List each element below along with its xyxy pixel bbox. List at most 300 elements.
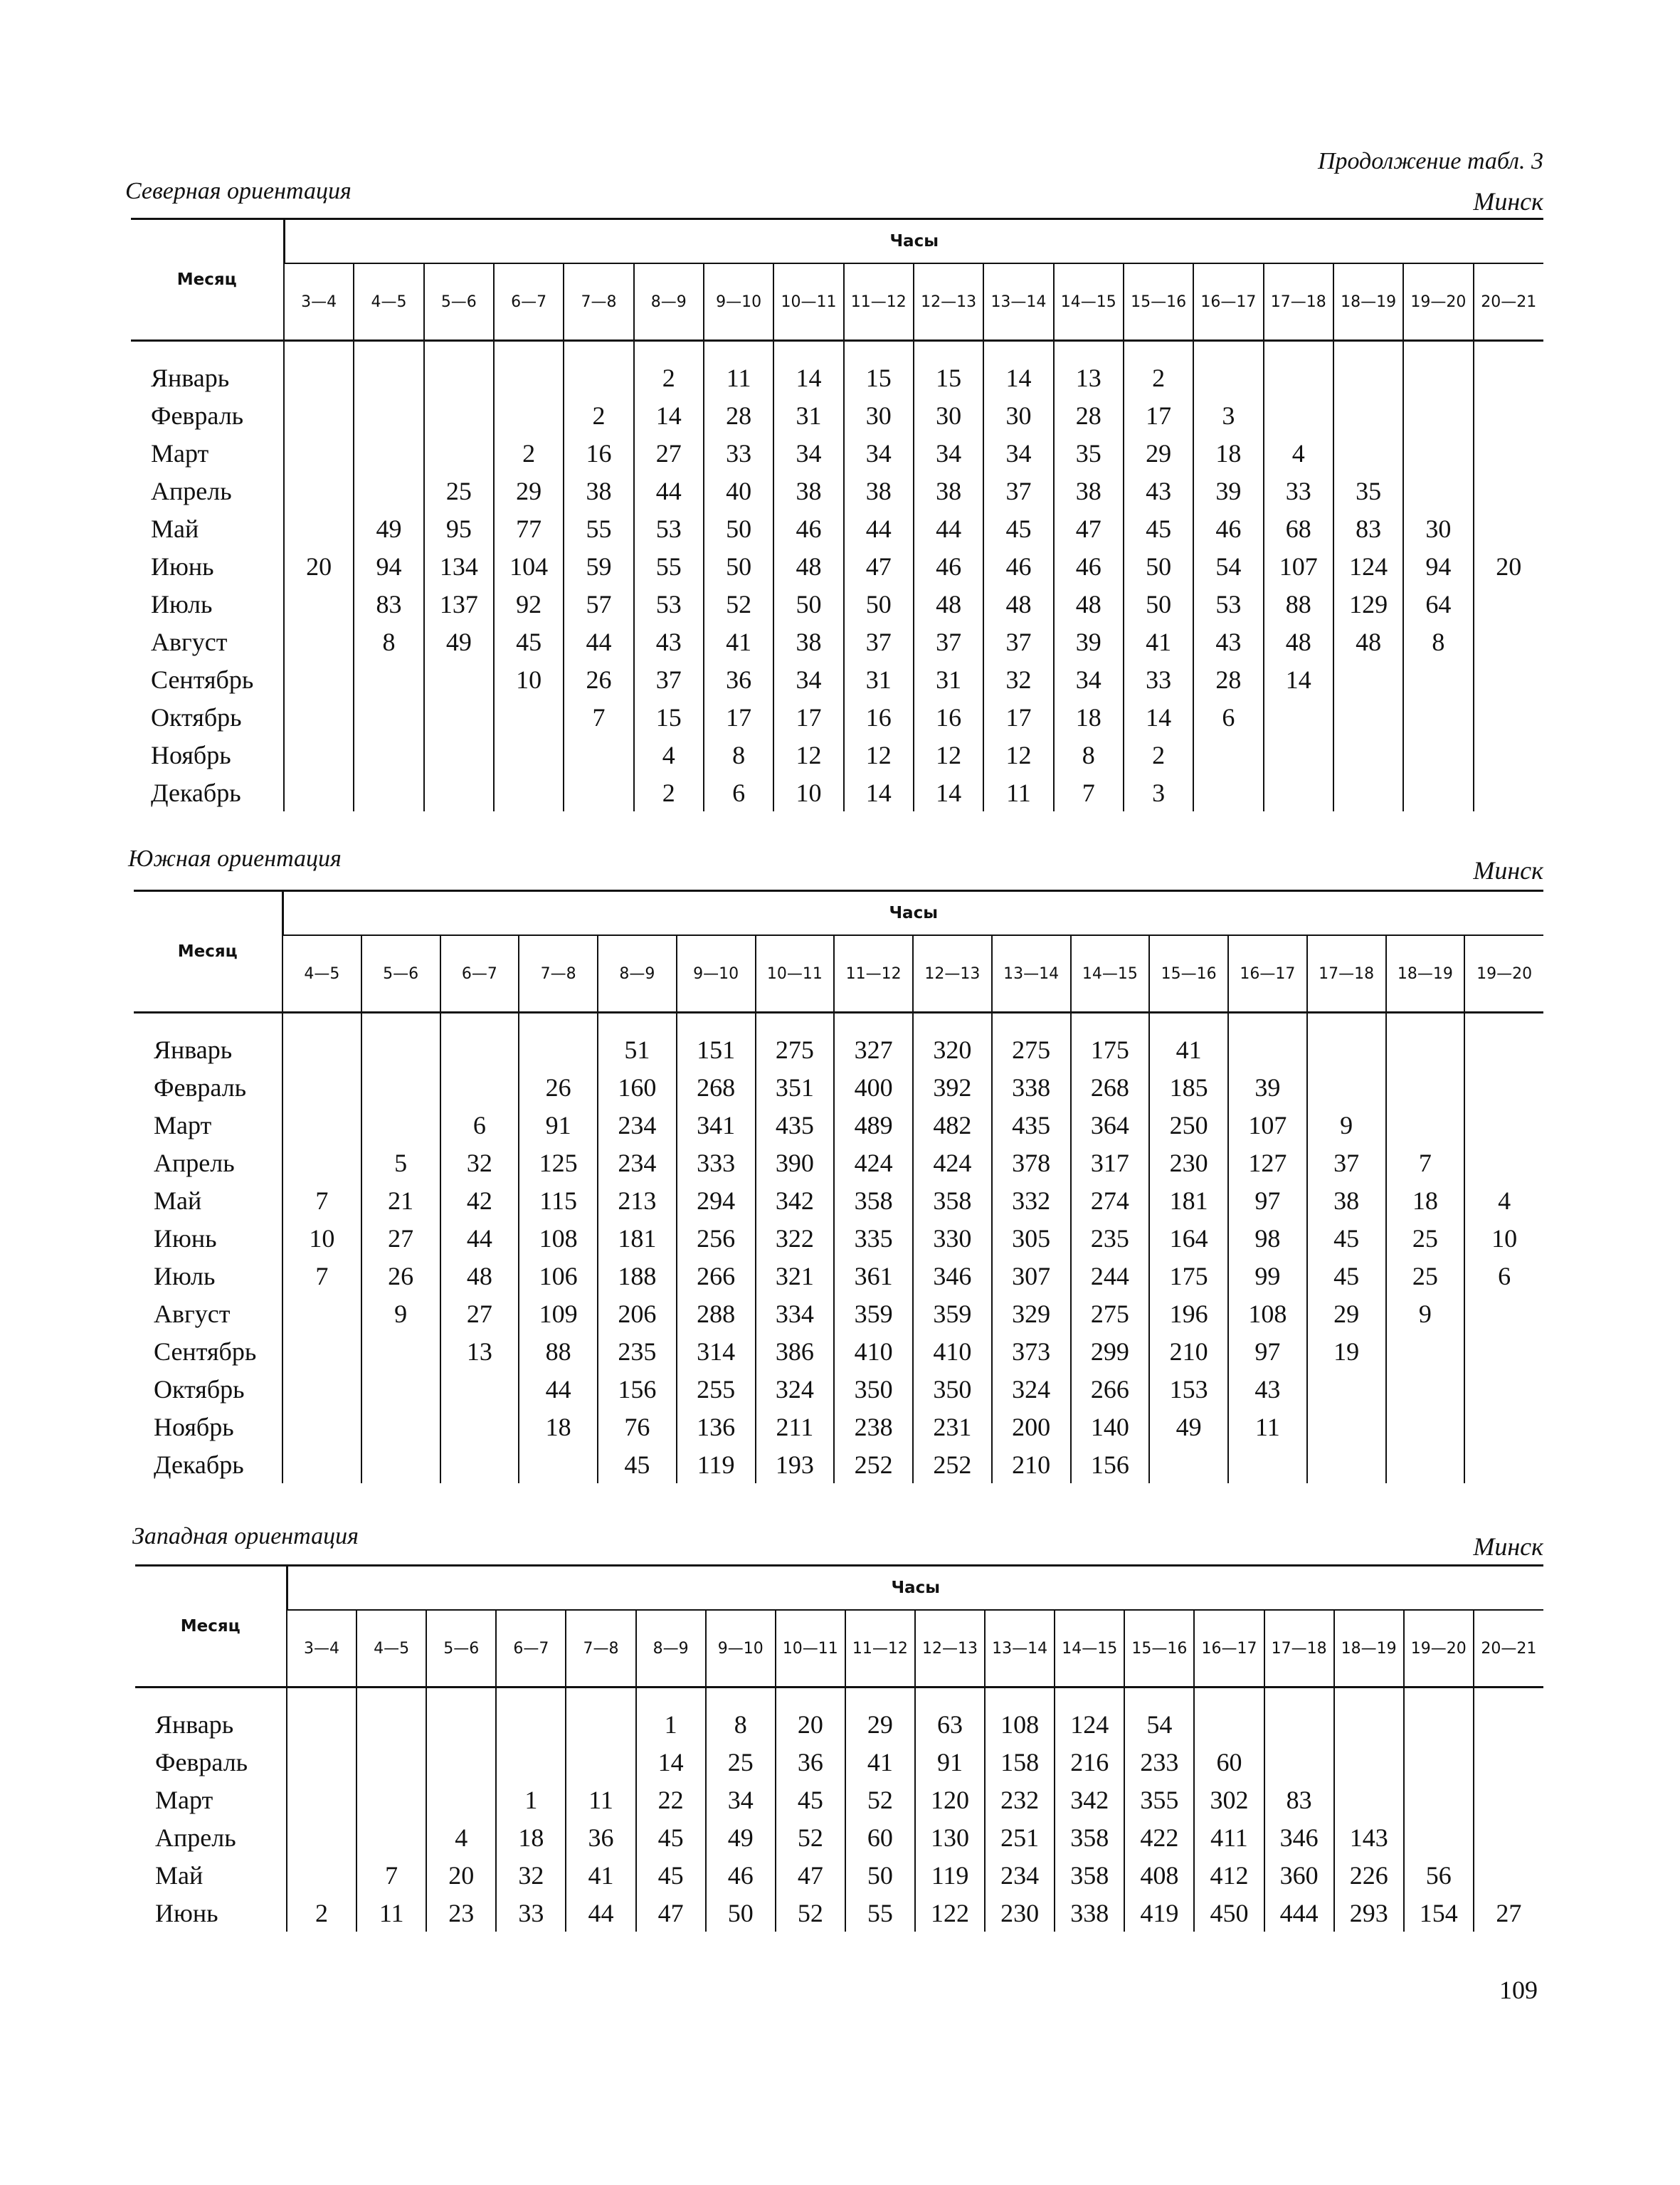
value-cell: 35 (1333, 472, 1403, 510)
value-cell: 12 (983, 736, 1053, 774)
value-cell: 324 (992, 1370, 1071, 1408)
value-cell: 108 (1228, 1295, 1307, 1332)
value-cell: 43 (634, 623, 704, 660)
value-cell: 120 (915, 1781, 985, 1818)
value-cell: 94 (1403, 547, 1473, 585)
value-cell: 211 (756, 1408, 835, 1446)
value-cell: 9 (1307, 1106, 1386, 1144)
value-cell (1464, 1370, 1543, 1408)
value-cell: 11 (1228, 1408, 1307, 1446)
value-cell: 350 (913, 1370, 992, 1408)
value-cell: 358 (834, 1181, 913, 1219)
value-cell: 43 (1193, 623, 1263, 660)
value-cell: 28 (1054, 396, 1124, 434)
value-cell: 34 (1054, 660, 1124, 698)
value-cell: 56 (1404, 1856, 1474, 1894)
hour-column-header: 9—10 (677, 935, 756, 1013)
value-cell: 130 (915, 1818, 985, 1856)
value-cell: 38 (564, 472, 633, 510)
value-cell: 31 (773, 396, 843, 434)
value-cell (284, 434, 354, 472)
value-cell (356, 1705, 426, 1743)
hour-column-header: 20—21 (1474, 263, 1543, 341)
value-cell (564, 774, 633, 811)
value-cell: 20 (1474, 547, 1543, 585)
value-cell (1403, 736, 1473, 774)
value-cell (361, 1370, 440, 1408)
value-cell: 26 (519, 1068, 598, 1106)
table-row (131, 472, 1543, 510)
value-cell: 226 (1334, 1856, 1404, 1894)
value-cell (1403, 698, 1473, 736)
value-cell: 3 (1193, 396, 1263, 434)
value-cell: 230 (1149, 1144, 1228, 1181)
value-cell: 137 (424, 585, 494, 623)
value-cell (1386, 1106, 1465, 1144)
value-cell: 18 (1054, 698, 1124, 736)
value-cell: 119 (677, 1446, 756, 1483)
value-cell: 12 (914, 736, 983, 774)
value-cell: 6 (1464, 1257, 1543, 1295)
month-cell: Декабрь (154, 1450, 244, 1479)
value-cell: 28 (704, 396, 773, 434)
value-cell: 38 (1307, 1181, 1386, 1219)
value-cell: 68 (1264, 510, 1333, 547)
table-row (134, 1181, 1543, 1219)
value-cell: 378 (992, 1144, 1071, 1181)
table-row (135, 1894, 1543, 1932)
value-cell (424, 736, 494, 774)
month-cell: Август (154, 1299, 231, 1328)
value-cell (361, 1408, 440, 1446)
value-cell: 30 (983, 396, 1053, 434)
value-cell (1404, 1705, 1474, 1743)
value-cell (494, 736, 564, 774)
south-city-label: Минск (1473, 856, 1543, 885)
value-cell: 255 (677, 1370, 756, 1408)
value-cell: 49 (424, 623, 494, 660)
value-cell: 25 (706, 1743, 776, 1781)
value-cell: 11 (704, 359, 773, 396)
month-column-header: Месяц (135, 1566, 287, 1688)
month-cell: Март (155, 1785, 213, 1814)
value-cell (1474, 359, 1543, 396)
value-cell: 327 (834, 1031, 913, 1068)
value-cell: 54 (1193, 547, 1263, 585)
value-cell: 175 (1149, 1257, 1228, 1295)
value-cell (1464, 1031, 1543, 1068)
value-cell: 256 (677, 1219, 756, 1257)
hour-column-header: 16—17 (1194, 1610, 1264, 1688)
value-cell: 55 (634, 547, 704, 585)
value-cell: 39 (1193, 472, 1263, 510)
value-cell (1474, 434, 1543, 472)
value-cell: 346 (1264, 1818, 1334, 1856)
value-cell: 108 (519, 1219, 598, 1257)
value-cell: 153 (1149, 1370, 1228, 1408)
hour-column-header: 20—21 (1474, 1610, 1543, 1688)
table-row (134, 1408, 1543, 1446)
value-cell: 435 (756, 1106, 835, 1144)
value-cell: 59 (564, 547, 633, 585)
value-cell: 27 (634, 434, 704, 472)
month-cell: Февраль (154, 1073, 247, 1102)
value-cell: 125 (519, 1144, 598, 1181)
value-cell: 41 (566, 1856, 635, 1894)
north-orientation-title: Северная ориентация (125, 178, 352, 204)
value-cell: 424 (834, 1144, 913, 1181)
value-cell: 37 (844, 623, 914, 660)
value-cell: 2 (564, 396, 633, 434)
value-cell (1333, 660, 1403, 698)
value-cell: 2 (287, 1894, 356, 1932)
value-cell: 238 (834, 1408, 913, 1446)
value-cell (1333, 774, 1403, 811)
value-cell: 450 (1194, 1894, 1264, 1932)
value-cell (287, 1705, 356, 1743)
value-cell (1474, 1705, 1543, 1743)
table-continuation-header: Продолжение табл. 3 (1317, 148, 1543, 174)
hour-column-header: 7—8 (566, 1610, 635, 1688)
value-cell: 91 (519, 1106, 598, 1144)
value-cell: 294 (677, 1181, 756, 1219)
value-cell: 7 (282, 1257, 361, 1295)
value-cell (1264, 774, 1333, 811)
value-cell: 136 (677, 1408, 756, 1446)
value-cell (1474, 1856, 1543, 1894)
value-cell: 307 (992, 1257, 1071, 1295)
value-cell (1264, 736, 1333, 774)
value-cell: 338 (992, 1068, 1071, 1106)
value-cell: 52 (776, 1818, 845, 1856)
value-cell (1464, 1332, 1543, 1370)
value-cell: 234 (598, 1106, 677, 1144)
page-number: 109 (1499, 1976, 1538, 2004)
hour-column-header: 16—17 (1193, 263, 1263, 341)
value-cell: 17 (704, 698, 773, 736)
value-cell: 38 (1054, 472, 1124, 510)
value-cell: 2 (494, 434, 564, 472)
value-cell: 154 (1404, 1894, 1474, 1932)
value-cell: 7 (356, 1856, 426, 1894)
value-cell (1264, 1743, 1334, 1781)
hour-column-header: 9—10 (704, 263, 773, 341)
value-cell: 104 (494, 547, 564, 585)
hour-column-header: 14—15 (1071, 935, 1150, 1013)
value-cell (284, 510, 354, 547)
value-cell: 99 (1228, 1257, 1307, 1295)
value-cell: 55 (845, 1894, 915, 1932)
value-cell: 4 (634, 736, 704, 774)
table-row (135, 1818, 1543, 1856)
value-cell: 45 (494, 623, 564, 660)
value-cell: 338 (1055, 1894, 1124, 1932)
value-cell: 44 (914, 510, 983, 547)
value-cell (282, 1446, 361, 1483)
value-cell: 1 (636, 1705, 706, 1743)
value-cell: 2 (634, 774, 704, 811)
hour-column-header: 3—4 (284, 263, 354, 341)
value-cell (1386, 1031, 1465, 1068)
value-cell (1474, 1818, 1543, 1856)
value-cell: 107 (1228, 1106, 1307, 1144)
value-cell: 342 (1055, 1781, 1124, 1818)
value-cell (282, 1370, 361, 1408)
month-cell: Май (151, 514, 199, 543)
value-cell: 10 (1464, 1219, 1543, 1257)
month-cell: Февраль (151, 401, 244, 430)
value-cell: 235 (598, 1332, 677, 1370)
month-cell: Июнь (155, 1898, 218, 1927)
value-cell (519, 1446, 598, 1483)
hour-column-header: 7—8 (519, 935, 598, 1013)
value-cell (424, 359, 494, 396)
value-cell: 14 (773, 359, 843, 396)
value-cell: 43 (1228, 1370, 1307, 1408)
value-cell (1333, 698, 1403, 736)
value-cell (1404, 1743, 1474, 1781)
value-cell (1264, 396, 1333, 434)
hour-column-header: 12—13 (915, 1610, 985, 1688)
value-cell: 27 (361, 1219, 440, 1257)
value-cell: 45 (598, 1446, 677, 1483)
value-cell (496, 1705, 566, 1743)
month-cell: Июнь (154, 1223, 217, 1253)
month-cell: Сентябрь (151, 665, 254, 694)
month-cell: Апрель (151, 476, 232, 505)
value-cell (494, 396, 564, 434)
value-cell: 27 (440, 1295, 519, 1332)
value-cell: 115 (519, 1181, 598, 1219)
value-cell (1464, 1068, 1543, 1106)
value-cell: 13 (440, 1332, 519, 1370)
value-cell (440, 1031, 519, 1068)
value-cell: 13 (1054, 359, 1124, 396)
value-cell: 51 (598, 1031, 677, 1068)
value-cell: 12 (773, 736, 843, 774)
value-cell (1386, 1068, 1465, 1106)
value-cell: 4 (1464, 1181, 1543, 1219)
table-row (131, 434, 1543, 472)
value-cell: 16 (564, 434, 633, 472)
value-cell: 33 (1124, 660, 1193, 698)
hour-column-header: 18—19 (1333, 263, 1403, 341)
value-cell: 50 (844, 585, 914, 623)
value-cell: 14 (1264, 660, 1333, 698)
value-cell: 21 (361, 1181, 440, 1219)
value-cell: 49 (354, 510, 423, 547)
value-cell (564, 359, 633, 396)
value-cell: 350 (834, 1370, 913, 1408)
value-cell: 44 (564, 623, 633, 660)
value-cell: 143 (1334, 1818, 1404, 1856)
value-cell: 213 (598, 1181, 677, 1219)
value-cell (1403, 660, 1473, 698)
value-cell: 196 (1149, 1295, 1228, 1332)
value-cell: 6 (440, 1106, 519, 1144)
value-cell (1193, 774, 1263, 811)
value-cell (356, 1743, 426, 1781)
value-cell (361, 1446, 440, 1483)
value-cell: 30 (844, 396, 914, 434)
value-cell: 43 (1124, 472, 1193, 510)
value-cell (1307, 1408, 1386, 1446)
value-cell: 422 (1124, 1818, 1194, 1856)
hours-group-header: Часы (284, 219, 1543, 264)
value-cell: 26 (564, 660, 633, 698)
value-cell: 185 (1149, 1068, 1228, 1106)
hour-column-header: 18—19 (1334, 1610, 1404, 1688)
value-cell: 20 (776, 1705, 845, 1743)
table-row (135, 1705, 1543, 1743)
value-cell (424, 660, 494, 698)
value-cell: 321 (756, 1257, 835, 1295)
value-cell: 7 (1386, 1144, 1465, 1181)
hour-column-header: 13—14 (983, 263, 1053, 341)
value-cell: 216 (1055, 1743, 1124, 1781)
value-cell: 88 (1264, 585, 1333, 623)
month-cell: Январь (155, 1710, 234, 1739)
value-cell: 48 (1264, 623, 1333, 660)
value-cell: 10 (773, 774, 843, 811)
value-cell: 11 (566, 1781, 635, 1818)
value-cell: 164 (1149, 1219, 1228, 1257)
value-cell: 332 (992, 1181, 1071, 1219)
value-cell: 18 (1193, 434, 1263, 472)
value-cell: 94 (354, 547, 423, 585)
value-cell: 107 (1264, 547, 1333, 585)
value-cell: 20 (426, 1856, 496, 1894)
value-cell (287, 1818, 356, 1856)
value-cell: 392 (913, 1068, 992, 1106)
value-cell (287, 1743, 356, 1781)
north-table (131, 218, 1543, 811)
value-cell: 97 (1228, 1332, 1307, 1370)
value-cell (1264, 1705, 1334, 1743)
hour-column-header: 19—20 (1404, 1610, 1474, 1688)
value-cell: 32 (440, 1144, 519, 1181)
value-cell: 108 (985, 1705, 1055, 1743)
value-cell: 358 (1055, 1856, 1124, 1894)
value-cell: 45 (1307, 1257, 1386, 1295)
hours-group-header: Часы (282, 891, 1543, 936)
value-cell (354, 472, 423, 510)
value-cell: 37 (634, 660, 704, 698)
value-cell: 88 (519, 1332, 598, 1370)
value-cell: 39 (1054, 623, 1124, 660)
value-cell (287, 1781, 356, 1818)
value-cell (354, 359, 423, 396)
month-cell: Май (155, 1860, 204, 1890)
value-cell: 252 (834, 1446, 913, 1483)
month-cell: Июль (151, 589, 213, 618)
value-cell: 351 (756, 1068, 835, 1106)
value-cell: 48 (773, 547, 843, 585)
hour-column-header: 13—14 (992, 935, 1071, 1013)
value-cell (424, 434, 494, 472)
value-cell: 252 (913, 1446, 992, 1483)
value-cell: 18 (1386, 1181, 1465, 1219)
value-cell: 53 (634, 510, 704, 547)
value-cell (426, 1705, 496, 1743)
value-cell: 373 (992, 1332, 1071, 1370)
value-cell: 411 (1194, 1818, 1264, 1856)
hour-column-header: 11—12 (844, 263, 914, 341)
value-cell: 33 (704, 434, 773, 472)
value-cell: 29 (1124, 434, 1193, 472)
value-cell: 11 (356, 1894, 426, 1932)
value-cell: 234 (985, 1856, 1055, 1894)
value-cell (1474, 585, 1543, 623)
value-cell (440, 1446, 519, 1483)
value-cell (424, 396, 494, 434)
value-cell: 30 (1403, 510, 1473, 547)
table-row (131, 547, 1543, 585)
value-cell: 25 (1386, 1219, 1465, 1257)
value-cell: 34 (773, 660, 843, 698)
month-cell: Ноябрь (154, 1412, 234, 1441)
value-cell (1404, 1781, 1474, 1818)
value-cell: 412 (1194, 1856, 1264, 1894)
value-cell (1333, 396, 1403, 434)
hour-column-header: 13—14 (985, 1610, 1055, 1688)
hour-column-header: 14—15 (1054, 263, 1124, 341)
value-cell: 482 (913, 1106, 992, 1144)
hour-column-header: 11—12 (845, 1610, 915, 1688)
value-cell: 45 (636, 1856, 706, 1894)
value-cell (1333, 434, 1403, 472)
value-cell (284, 396, 354, 434)
hour-column-header: 5—6 (424, 263, 494, 341)
table-row (134, 1144, 1543, 1181)
value-cell (282, 1295, 361, 1332)
value-cell: 386 (756, 1332, 835, 1370)
value-cell: 181 (598, 1219, 677, 1257)
value-cell: 15 (914, 359, 983, 396)
month-cell: Август (151, 627, 228, 656)
value-cell: 317 (1071, 1144, 1150, 1181)
value-cell (282, 1068, 361, 1106)
value-cell: 6 (1193, 698, 1263, 736)
value-cell (284, 359, 354, 396)
value-cell: 17 (983, 698, 1053, 736)
value-cell: 324 (756, 1370, 835, 1408)
value-cell (284, 736, 354, 774)
value-cell: 29 (494, 472, 564, 510)
value-cell (1386, 1446, 1465, 1483)
value-cell (282, 1144, 361, 1181)
table-row (131, 623, 1543, 660)
value-cell: 134 (424, 547, 494, 585)
value-cell (1464, 1446, 1543, 1483)
value-cell (361, 1068, 440, 1106)
value-cell: 444 (1264, 1894, 1334, 1932)
value-cell (354, 434, 423, 472)
value-cell: 233 (1124, 1743, 1194, 1781)
value-cell: 17 (1124, 396, 1193, 434)
value-cell: 34 (983, 434, 1053, 472)
table-row (131, 510, 1543, 547)
value-cell: 54 (1124, 1705, 1194, 1743)
value-cell: 251 (985, 1818, 1055, 1856)
value-cell: 17 (773, 698, 843, 736)
value-cell: 330 (913, 1219, 992, 1257)
table-row (131, 736, 1543, 774)
value-cell: 38 (773, 472, 843, 510)
value-cell: 49 (1149, 1408, 1228, 1446)
value-cell (1464, 1106, 1543, 1144)
value-cell: 60 (845, 1818, 915, 1856)
